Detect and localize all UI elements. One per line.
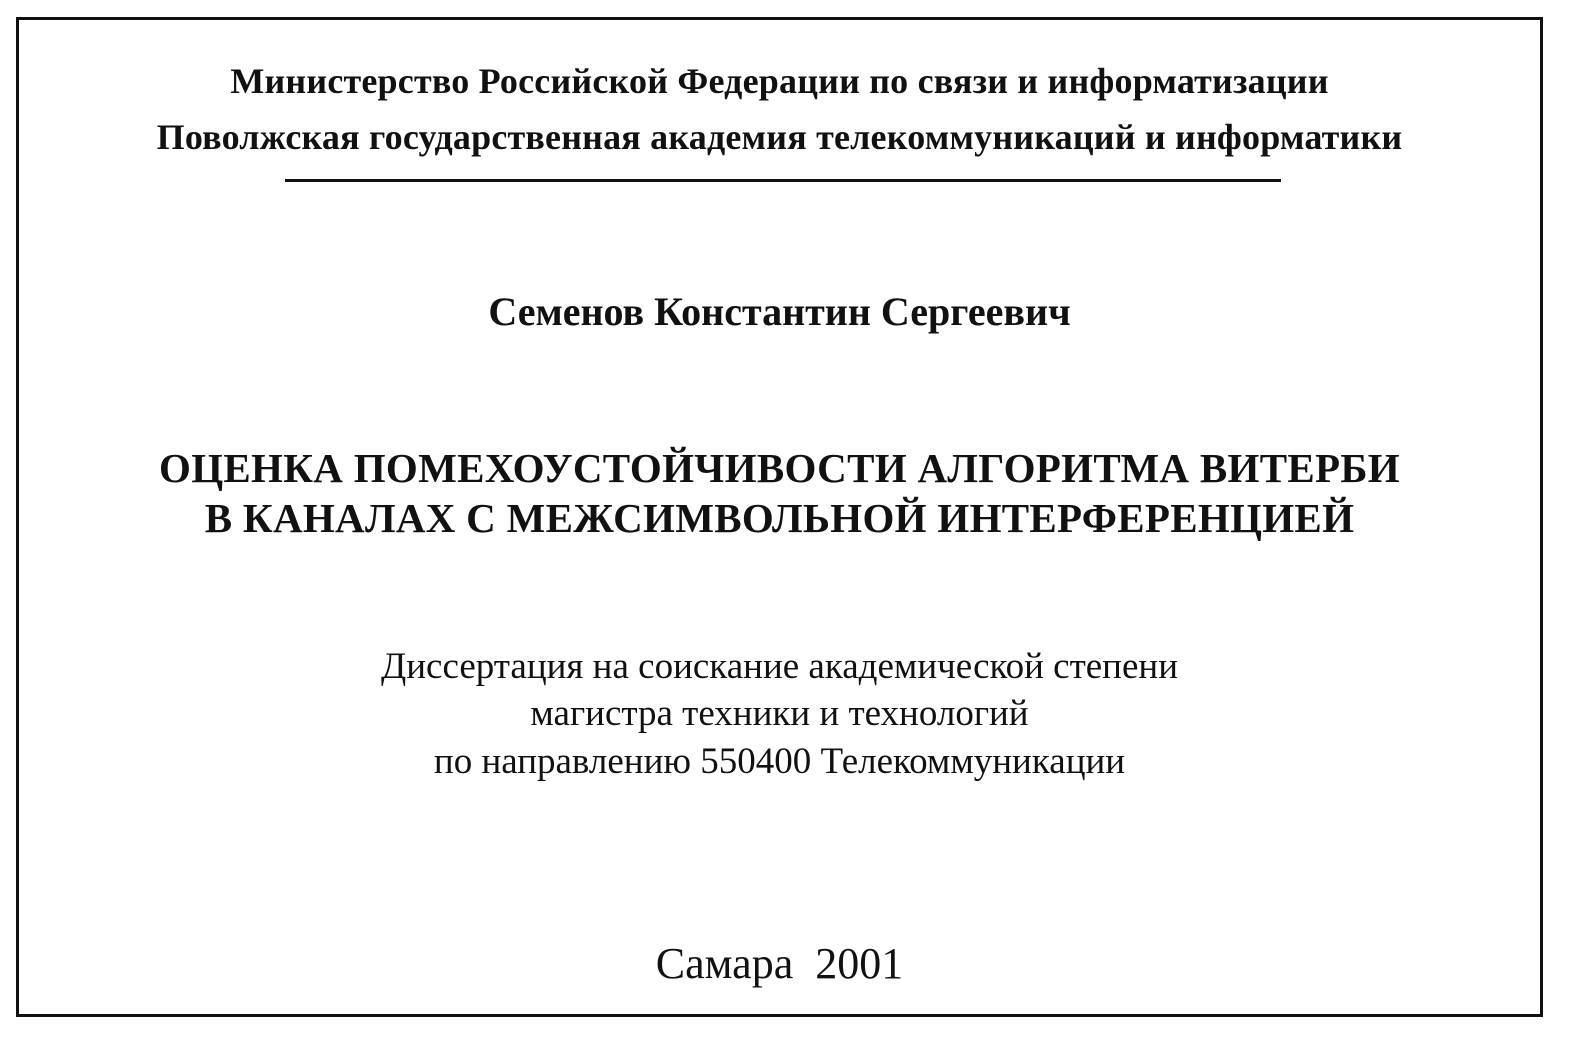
ministry-heading: Министерство Российской Федерации по связи и информатизации	[230, 61, 1329, 101]
degree-description-line-1: Диссертация на соискание академической степени	[381, 646, 1178, 687]
author-name: Семенов Константин Сергеевич	[488, 289, 1071, 334]
academy-heading: Поволжская государственная академия телекоммуникаций и информатики	[156, 117, 1403, 157]
degree-description-line-3: по направлению 550400 Телекоммуникации	[433, 741, 1126, 782]
city-year: Самара 2001	[655, 939, 904, 988]
thesis-title-line-2: В КАНАЛАХ С МЕЖСИМВОЛЬНОЙ ИНТЕРФЕРЕНЦИЕЙ	[204, 495, 1355, 541]
title-page-frame	[16, 17, 1543, 1017]
degree-description-line-2: магистра техники и технологий	[530, 693, 1029, 734]
header-divider	[285, 179, 1281, 182]
thesis-title-line-1: ОЦЕНКА ПОМЕХОУСТОЙЧИВОСТИ АЛГОРИТМА ВИТЕРБИ	[159, 445, 1400, 491]
